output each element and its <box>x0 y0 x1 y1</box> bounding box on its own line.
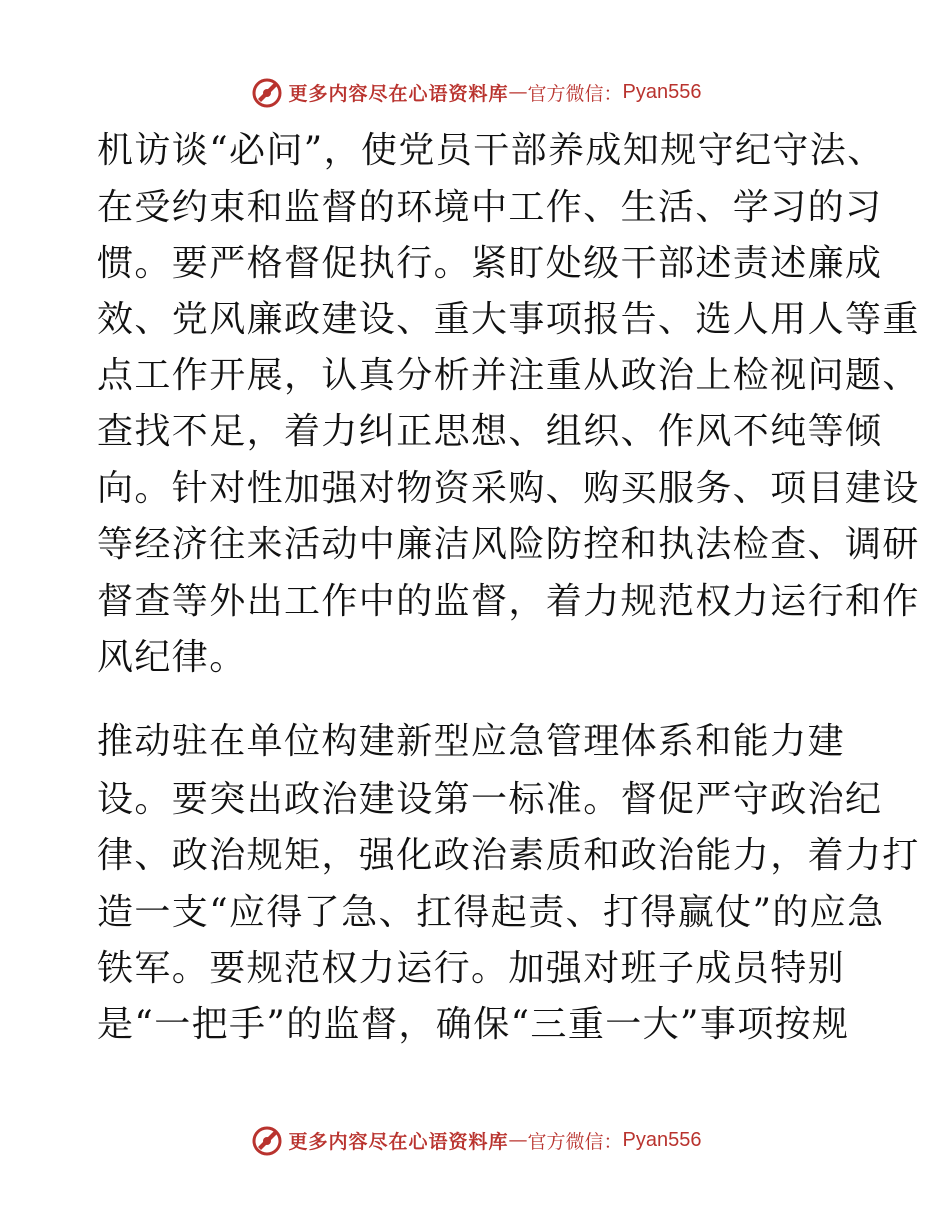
paragraph-1-line-8: 等经济往来活动中廉洁风险防控和执法检查、调研 <box>97 524 920 565</box>
paragraph-1-line-10: 风纪律。 <box>97 637 247 678</box>
footer-promo-text: 更多内容尽在心语资料库 <box>288 1130 509 1153</box>
paragraph-1-line-4: 效、党风廉政建设、重大事项报告、选人用人等重 <box>97 299 920 340</box>
header-banner <box>0 72 950 112</box>
paragraph-2-line-4: 造一支“应得了急、扛得起责、打得赢仗”的应急 <box>97 892 885 933</box>
header-promo-text: 更多内容尽在心语资料库 <box>288 82 509 105</box>
header-dash: — <box>508 81 528 103</box>
paragraph-2-line-2: 设。要突出政治建设第一标准。督促严守政治纪 <box>97 779 883 820</box>
paragraph-2-line-3: 律、政治规矩，强化政治素质和政治能力，着力打 <box>97 835 920 876</box>
paragraph-1-line-5: 点工作开展，认真分析并注重从政治上检视问题、 <box>97 355 920 396</box>
paragraph-2-line-1: 推动驻在单位构建新型应急管理体系和能力建 <box>97 721 846 762</box>
paragraph-1-line-3: 惯。要严格督促执行。紧盯处级干部述责述廉成 <box>97 243 883 284</box>
header-wechat-label: 官方微信： <box>527 82 623 105</box>
footer-dash: — <box>508 1129 528 1151</box>
header-wechat-id: Pyan556 <box>622 80 702 103</box>
paragraph-1-line-2: 在受约束和监督的环境中工作、生活、学习的习 <box>97 187 883 228</box>
paragraph-2-line-6: 是“一把手”的监督，确保“三重一大”事项按规 <box>97 1004 850 1045</box>
footer-wechat-id: Pyan556 <box>622 1128 702 1151</box>
brand-logo-icon <box>249 1122 285 1158</box>
paragraph-2-line-5: 铁军。要规范权力运行。加强对班子成员特别 <box>97 948 846 989</box>
footer-banner <box>0 1120 950 1160</box>
footer-wechat-label: 官方微信： <box>527 1130 623 1153</box>
paragraph-1-line-6: 查找不足，着力纠正思想、组织、作风不纯等倾 <box>97 411 883 452</box>
paragraph-1-line-9: 督查等外出工作中的监督，着力规范权力运行和作 <box>97 581 920 622</box>
paragraph-1-line-1: 机访谈“必问”，使党员干部养成知规守纪守法、 <box>97 130 885 171</box>
brand-logo-icon <box>249 74 285 110</box>
paragraph-1-line-7: 向。针对性加强对物资采购、购买服务、项目建设 <box>97 468 920 509</box>
